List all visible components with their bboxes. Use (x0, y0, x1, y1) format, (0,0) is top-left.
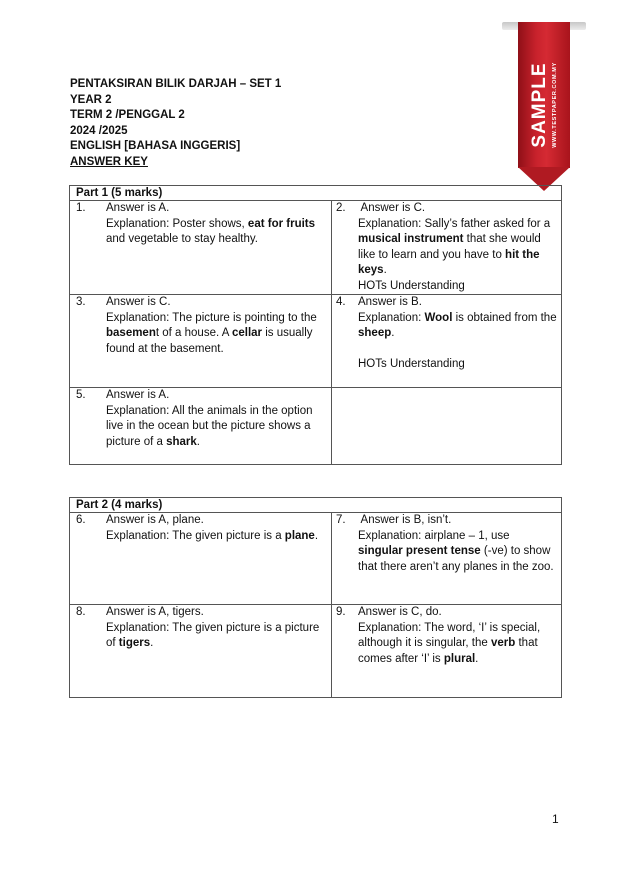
empty-cell (332, 388, 562, 465)
assessment-title: PENTAKSIRAN BILIK DARJAH – SET 1 (70, 78, 282, 90)
answer-text: Answer is C, do. (358, 606, 442, 618)
question-number: 6. (76, 514, 86, 526)
explanation-text: Explanation: The word, ‘I’ is special, although it is singular, the verb that comes after ‘I’ is plural. (358, 621, 541, 665)
question-number: 1. (76, 202, 86, 214)
sample-ribbon (518, 22, 570, 192)
explanation-text: Explanation: All the animals in the option live in the ocean but the picture shows a picture of a shark. (106, 404, 313, 448)
answer-cell-2 (332, 201, 562, 295)
hots-label: HOTs Understanding (358, 279, 465, 292)
page-number: 1 (552, 812, 559, 826)
explanation-text: Explanation: Sally’s father asked for a musical instrument that she would like to learn and you have to hit the keys. (358, 217, 551, 276)
part2-title: Part 2 (4 marks) (70, 498, 562, 513)
answer-text: Answer is C. (106, 296, 171, 308)
subject-label: ENGLISH [BAHASA INGGERIS] (70, 140, 241, 152)
answer-text: Answer is B, isn’t. (358, 514, 452, 526)
question-number: 3. (76, 296, 86, 308)
ribbon-text (529, 33, 559, 177)
part1-title: Part 1 (5 marks) (70, 186, 562, 201)
answer-cell-3 (70, 295, 332, 388)
explanation-text: Explanation: The given picture is a picture of tigers. (106, 621, 320, 649)
answer-cell-1 (70, 201, 332, 295)
answer-text: Answer is A. (106, 389, 170, 401)
document-header (70, 77, 281, 170)
part2-table (69, 497, 562, 698)
question-number: 9. (336, 606, 346, 618)
answer-text: Answer is C. (358, 202, 426, 214)
answer-cell-8 (70, 605, 332, 698)
part1-table (69, 185, 562, 465)
answer-cell-9 (332, 605, 562, 698)
answer-cell-6 (70, 513, 332, 605)
year-label: YEAR 2 (70, 93, 112, 106)
question-number: 4. (336, 296, 346, 308)
sample-watermark: SAMPLE (529, 62, 550, 148)
answer-cell-4 (332, 295, 562, 388)
explanation-text: Explanation: Wool is obtained from the sheep. (358, 311, 557, 339)
question-number: 7. (336, 514, 346, 526)
explanation-text: Explanation: The picture is pointing to the basement of a house. A cellar is usually found at the basement. (106, 311, 317, 355)
explanation-text: Explanation: Poster shows, eat for fruits and vegetable to stay healthy. (106, 217, 316, 245)
question-number: 2. (336, 202, 346, 214)
answer-text: Answer is A. (106, 202, 170, 214)
explanation-text: Explanation: The given picture is a plane. (106, 529, 319, 542)
explanation-text: Explanation: airplane – 1, use singular present tense (-ve) to show that there aren’t any planes in the zoo. (358, 529, 554, 573)
session-label: 2024 /2025 (70, 124, 128, 137)
answer-key-heading: ANSWER KEY (70, 155, 148, 168)
answer-cell-7 (332, 513, 562, 605)
question-number: 8. (76, 606, 86, 618)
answer-text: Answer is A, tigers. (106, 606, 204, 618)
hots-label: HOTs Understanding (358, 358, 465, 370)
watermark-url: WWW.TESTPAPER.COM.MY (552, 62, 558, 148)
question-number: 5. (76, 389, 86, 401)
answer-text: Answer is B. (358, 296, 422, 308)
answer-cell-5 (70, 388, 332, 465)
answer-text: Answer is A, plane. (106, 514, 204, 526)
term-label: TERM 2 /PENGGAL 2 (70, 109, 185, 121)
